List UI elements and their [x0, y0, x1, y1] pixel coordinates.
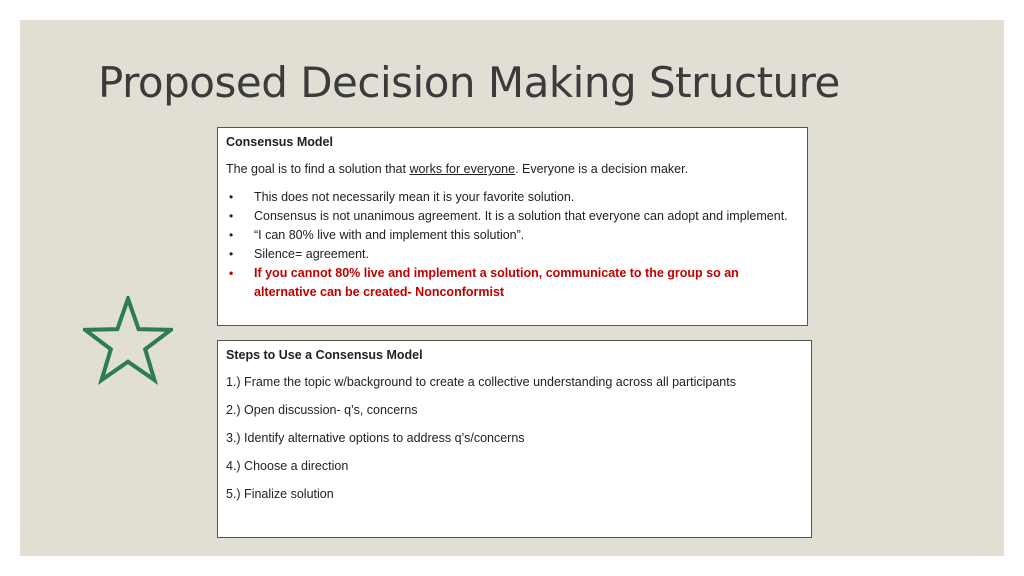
bullet-dot: • — [229, 209, 234, 223]
consensus-bullet-list — [226, 188, 799, 302]
steps-heading: Steps to Use a Consensus Model — [226, 348, 423, 362]
list-item-nonconformist — [226, 264, 799, 302]
bullet-text: Consensus is not unanimous agreement. It is a solution that everyone can adopt and implement. — [254, 209, 788, 223]
goal-text-start: The goal is to find a solution that — [226, 162, 410, 176]
bullet-dot: • — [229, 247, 234, 261]
goal-text-underlined: works for everyone — [409, 162, 516, 176]
bullet-text: “I can 80% live with and implement this solution”. — [254, 228, 525, 242]
list-item — [226, 207, 799, 226]
step-item: 2.) Open discussion- q’s, concerns — [226, 403, 418, 417]
step-item: 5.) Finalize solution — [226, 487, 334, 501]
slide-title: Proposed Decision Making Structure — [98, 58, 840, 107]
star-icon — [83, 296, 173, 386]
bullet-text: If you cannot 80% live and implement a solution, communicate to the group so an alternative can be created- Nonconformist — [254, 266, 739, 299]
step-item: 3.) Identify alternative options to address q’s/concerns — [226, 431, 525, 445]
list-item — [226, 188, 799, 207]
bullet-dot: • — [229, 266, 234, 280]
consensus-model-box — [217, 127, 808, 326]
bullet-text: Silence= agreement. — [254, 247, 370, 261]
bullet-dot: • — [229, 190, 234, 204]
bullet-dot: • — [229, 228, 234, 242]
goal-text-end: . Everyone is a decision maker. — [515, 162, 689, 176]
slide — [20, 20, 1004, 556]
list-item — [226, 226, 799, 245]
consensus-model-heading: Consensus Model — [226, 135, 333, 149]
consensus-goal-text — [226, 161, 799, 177]
step-item: 1.) Frame the topic w/background to create a collective understanding across all participants — [226, 375, 736, 389]
step-item: 4.) Choose a direction — [226, 459, 349, 473]
bullet-text: This does not necessarily mean it is your favorite solution. — [254, 190, 575, 204]
steps-box — [217, 340, 812, 538]
list-item — [226, 245, 799, 264]
